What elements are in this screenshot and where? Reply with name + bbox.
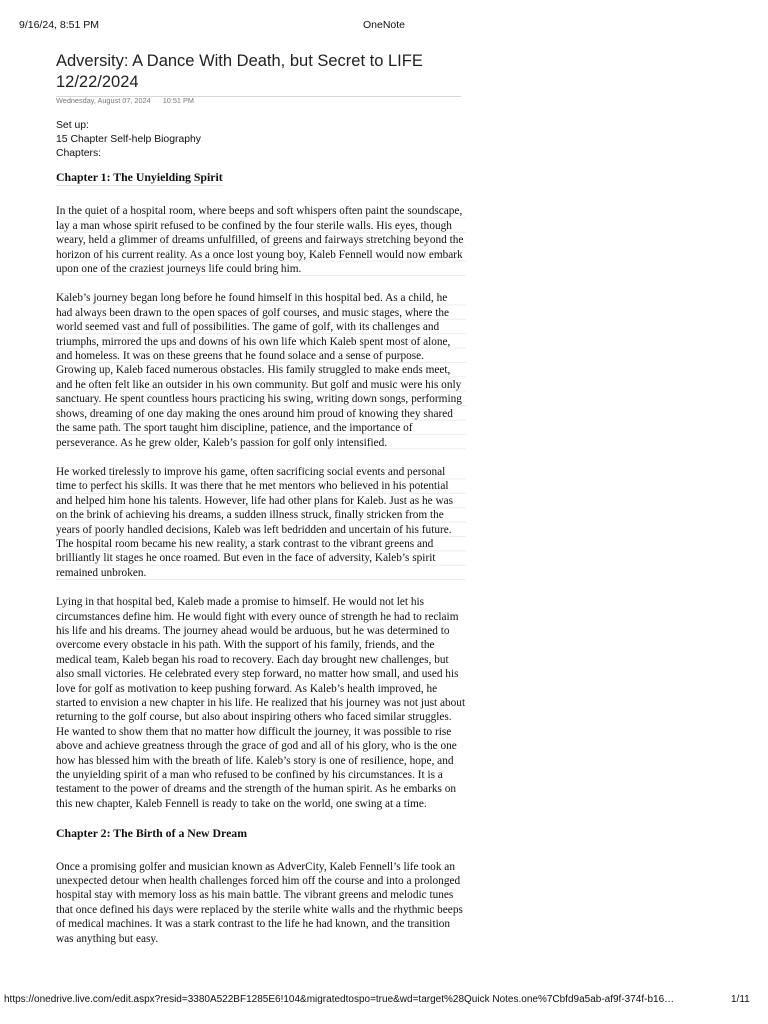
setup-block[interactable] <box>56 119 201 161</box>
note-content[interactable] <box>56 170 466 946</box>
page-title[interactable] <box>56 51 461 93</box>
page-number: 1/11 <box>731 994 750 1005</box>
paragraph: Lying in that hospital bed, Kaleb made a promise to himself. He would not let his circumstances define him. He would fight with every ounce of strength he had to reclaim his life and his dreams. The journey ahead would be arduous, but he was determined to overcome every obstacle in his path. With the support of his family, friends, and the medical team, Kaleb began his road to recovery. Each day brought new challenges, but also small victories. He celebrated every step forward, no matter how small, and used his love for golf as motivation to keep pushing forward. As Kaleb’s health improved, he started to envision a new chapter in his life. He realized that his journey was not just about returning to the golf course, but also about inspiring others who faced similar struggles. He wanted to show them that no matter how difficult the journey, it was possible to rise above and achieve greatness through the grace of god and all of his glory, who is the one how has blessed him with the breath of life. Kaleb’s story is one of resilience, hope, and the unyielding spirit of a man who refused to be confined by his circumstances. It is a testament to the power of dreams and the strength of the human spirit. As he embarks on this new chapter, Kaleb Fennell is ready to take on the world, one swing at a time. <box>56 596 466 810</box>
chapter-heading: Chapter 2: The Birth of a New Dream <box>56 826 248 841</box>
setup-line: Chapters: <box>56 148 102 159</box>
setup-line: 15 Chapter Self-help Biography <box>56 134 201 145</box>
created-date: Wednesday, August 07, 2024 <box>56 96 151 105</box>
print-app-name: OneNote <box>362 19 406 31</box>
page-timestamp <box>56 96 194 105</box>
created-time: 10:51 PM <box>162 96 194 105</box>
paragraph: In the quiet of a hospital room, where beeps and soft whispers often paint the soundscape, lay a man whose spirit refused to be confined by the four sterile walls. His eyes, though weary, held a glimmer of dreams unfulfilled, of greens and fairways stretching beyond the horizon of his current reality. As a once lost young boy, Kaleb Fennell would now embark upon one of the craziest journeys life could bring him. <box>56 204 466 276</box>
print-header <box>0 19 768 33</box>
chapter-heading: Chapter 1: The Unyielding Spirit <box>56 170 223 186</box>
print-footer <box>0 994 768 1008</box>
paragraph: He worked tirelessly to improve his game, often sacrificing social events and personal time to perfect his skills. It was there that he met mentors who believed in his potential and helped him hone his talents. However, life had other plans for Kaleb. Just as he was on the brink of achieving his dreams, a sudden illness struck, finally stricken from the years of poorly handled decisions, Kaleb was left bedridden and uncertain of his future. The hospital room became his new reality, a stark contrast to the vibrant greens and brilliantly lit stages he once roamed. But even in the face of adversity, Kaleb’s spirit remained unbroken. <box>56 465 466 580</box>
page-title-block <box>56 51 461 97</box>
setup-line: Set up: <box>56 120 89 131</box>
page-title-line-1: Adversity: A Dance With Death, but Secret to LIFE <box>56 52 423 70</box>
page-title-line-2: 12/22/2024 <box>56 73 139 91</box>
print-datetime: 9/16/24, 8:51 PM <box>19 19 99 31</box>
paragraph: Kaleb’s journey began long before he found himself in this hospital bed. As a child, he had always been drawn to the open spaces of golf courses, and music stages, where the world seemed vast and full of possibilities. The game of golf, with its challenges and triumphs, mirrored the ups and downs of his own life which Kaleb spent most of alone, and homeless. It was on these greens that he found solace and a sense of purpose. Growing up, Kaleb faced numerous obstacles. His family struggled to make ends meet, and he often felt like an outsider in his own community. But golf and music were his only sanctuary. He spent countless hours practicing his swing, writing down songs, performing shows, dreaming of one day making the ones around him proud of knowing they shared the same path. The sport taught him discipline, patience, and the importance of perseverance. As he grew older, Kaleb’s passion for golf only intensified. <box>56 291 466 449</box>
page-url: https://onedrive.live.com/edit.aspx?resid=3380A522BF1285E6!104&migratedtospo=true&wd=target%28Quick Notes.one%7Cbfd9a5ab-af9f-374f-b16… <box>4 994 675 1005</box>
paragraph: Once a promising golfer and musician known as AdverCity, Kaleb Fennell’s life took an unexpected detour when health challenges forced him off the course and into a prolonged hospital stay with memory loss as his main battle. The vibrant greens and melodic tunes that once defined his days were replaced by the sterile white walls and the rhythmic beeps of medical machines. It was a stark contrast to the life he had known, and the transition was anything but easy. <box>56 860 463 945</box>
